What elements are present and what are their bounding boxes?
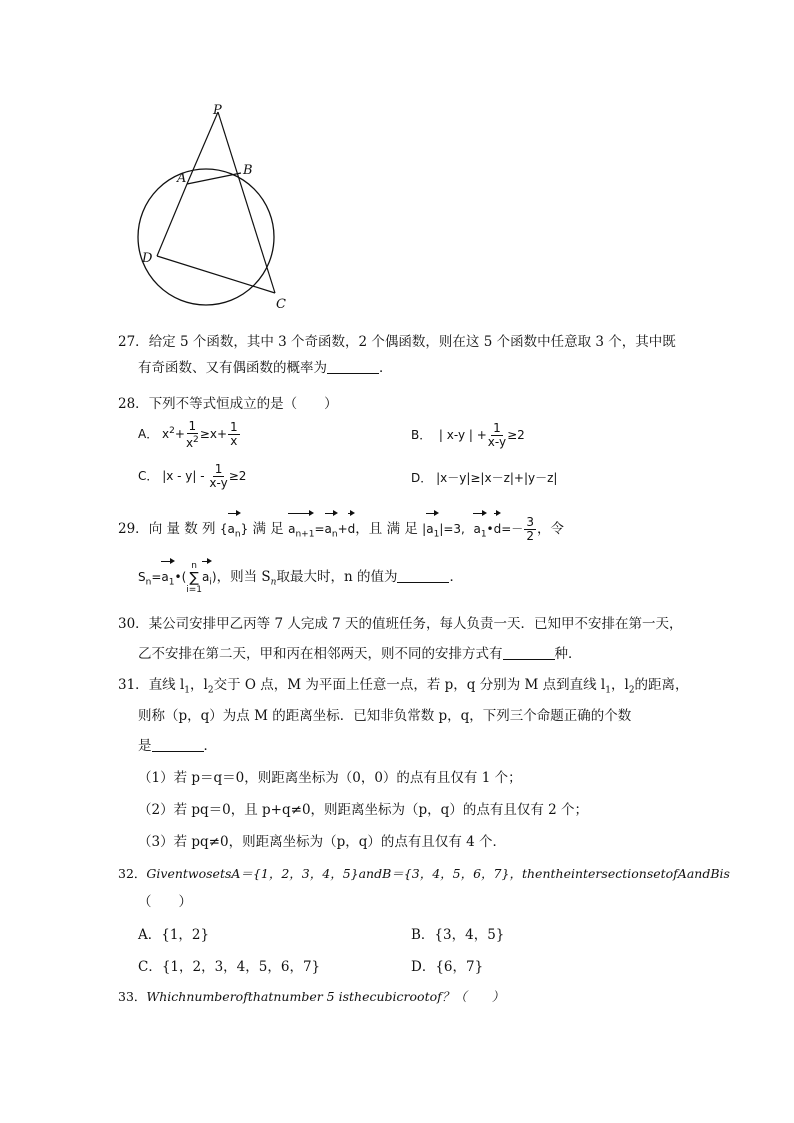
question-number: 29． (118, 521, 149, 537)
line-dc (157, 256, 275, 293)
question-31-line2 (138, 703, 631, 729)
question-number: 30． (118, 616, 149, 632)
option-letter: D． (411, 471, 433, 485)
statement-2: （2）若 pq＝0，且 p+q≠0，则距离坐标为（p，q）的点有且仅有 2 个； (138, 802, 588, 818)
circle-figure (130, 96, 310, 326)
option-d[interactable] (411, 465, 557, 491)
question-number: 33． (118, 989, 147, 1004)
answer-blank[interactable] (397, 568, 449, 583)
question-29-line2: $S_n=a_1•$( n ∑ i=1 $a_i$)，则当 $S_n$取最大时，n 的值为 ． (138, 558, 463, 596)
option-letter: A． (138, 427, 159, 441)
question-33 (118, 984, 504, 1010)
option-b[interactable]: B．{3，4，5} (411, 927, 505, 943)
question-30-line2 (138, 641, 582, 667)
question-text: 交于 O 点，M 为平面上任意一点，若 p，q 分别为 M 点到直线 l (213, 677, 606, 693)
line-pa (187, 112, 218, 184)
question-text: Whichnumberofthatnumber 5 isthecubicrootof？（ ） (146, 989, 505, 1004)
question-32-paren: （ ） (138, 894, 192, 910)
answer-blank[interactable] (503, 645, 555, 660)
question-31-line1: 31．直线 $l_1$，$l_2$交于 O 点，M 为平面上任意一点，若 p，q 分别为 M 点到直线 $l_1$，$l_2$的距离， (118, 677, 689, 696)
question-29-line1: 29．向 量 数 列 $\{a_n\}$ 满 足 $a_{n+1}=a_n+d$，且 满 足 $|a_1|=3$, $a_1•d=-$ $\frac{3}{2}$ ，令 (118, 510, 564, 547)
question-text: ． (449, 569, 463, 585)
question-text: 取最大时，n 的值为 (276, 569, 398, 585)
question-text: =－ (501, 522, 524, 536)
answer-blank[interactable] (152, 737, 204, 752)
question-text: |=3, (439, 522, 465, 536)
question-text: 的距离， (634, 677, 689, 693)
option-letter: B． (411, 428, 432, 442)
line-ab (187, 173, 241, 184)
question-text: ，则当 S (216, 569, 271, 585)
question-30-line1 (118, 611, 683, 637)
option-c[interactable]: C． |x - y| - $\frac{1}{x-y}$ ≥2 (138, 462, 247, 490)
question-text: ，且 满 足 (355, 521, 418, 537)
question-number: 32． (118, 866, 147, 881)
line-pc (218, 112, 275, 293)
option-d[interactable]: D．{6，7} (411, 959, 484, 975)
question-text: ，l (190, 677, 208, 693)
question-text: 是 (138, 738, 152, 754)
question-32-line1 (118, 861, 730, 887)
option-a[interactable]: A． $x^2+$ $\frac{1}{x^2}$ ≥x+ $\frac{1}{x}$ (138, 418, 238, 450)
question-text: GiventwosetsA＝{1，2，3，4，5}andB＝{3，4，5，6，7}， (146, 866, 522, 881)
question-number: 28． (118, 396, 149, 412)
question-number: 31． (118, 677, 149, 693)
label-c: C (276, 297, 286, 312)
statement-1: （1）若 p＝q＝0，则距离坐标为（0，0）的点有且仅有 1 个； (138, 770, 522, 786)
question-text: ． (203, 738, 217, 754)
question-text: 下列不等式恒成立的是（ ） (148, 396, 338, 412)
circle (138, 169, 274, 305)
question-28-stem (118, 391, 338, 417)
question-31-line3 (138, 733, 217, 759)
question-text: ，令 (536, 521, 564, 537)
question-number: 27． (118, 334, 149, 350)
label-a: A (177, 171, 187, 186)
label-b: B (243, 163, 253, 178)
option-b[interactable]: B． | x-y | + $\frac{1}{x-y}$ ≥2 (411, 421, 525, 449)
question-text: 则称（p，q）为点 M 的距离坐标．已知非负常数 p，q，下列三个命题正确的个数 (138, 708, 632, 724)
question-text: thentheintersectionsetofAandBis (521, 866, 730, 881)
question-text: 给定 5 个函数，其中 3 个奇函数，2 个偶函数，则在这 5 个函数中任意取 3 个，其中既 (148, 334, 676, 350)
option-text: |x－y|≥|x－z|+|y－z| (436, 471, 558, 485)
question-text: 种． (554, 646, 582, 662)
question-27-line2 (138, 355, 393, 381)
option-a[interactable]: A．{1，2} (138, 927, 210, 943)
answer-blank[interactable] (327, 359, 379, 374)
statement-3: （3）若 pq≠0，则距离坐标为（p，q）的点有且仅有 4 个． (138, 834, 507, 850)
question-text: 某公司安排甲乙丙等 7 人完成 7 天的值班任务，每人负责一天．已知甲不安排在第一天， (148, 616, 683, 632)
line-ad (157, 184, 187, 256)
option-letter: C． (138, 469, 159, 483)
question-text: 有奇函数、又有偶函数的概率为 (138, 360, 327, 376)
question-text: 乙不安排在第二天，甲和丙在相邻两天，则不同的安排方式有 (138, 646, 503, 662)
label-p: P (213, 103, 222, 118)
question-27-line1 (118, 329, 676, 355)
option-c[interactable]: C．{1，2，3，4，5，6，7} (138, 959, 321, 975)
question-text: ． (379, 360, 393, 376)
question-text: 直线 l (148, 677, 185, 693)
label-d: D (142, 251, 153, 266)
question-text: ，l (610, 677, 629, 693)
question-text: 向 量 数 列 (148, 521, 216, 537)
question-text: 满 足 (252, 521, 284, 537)
